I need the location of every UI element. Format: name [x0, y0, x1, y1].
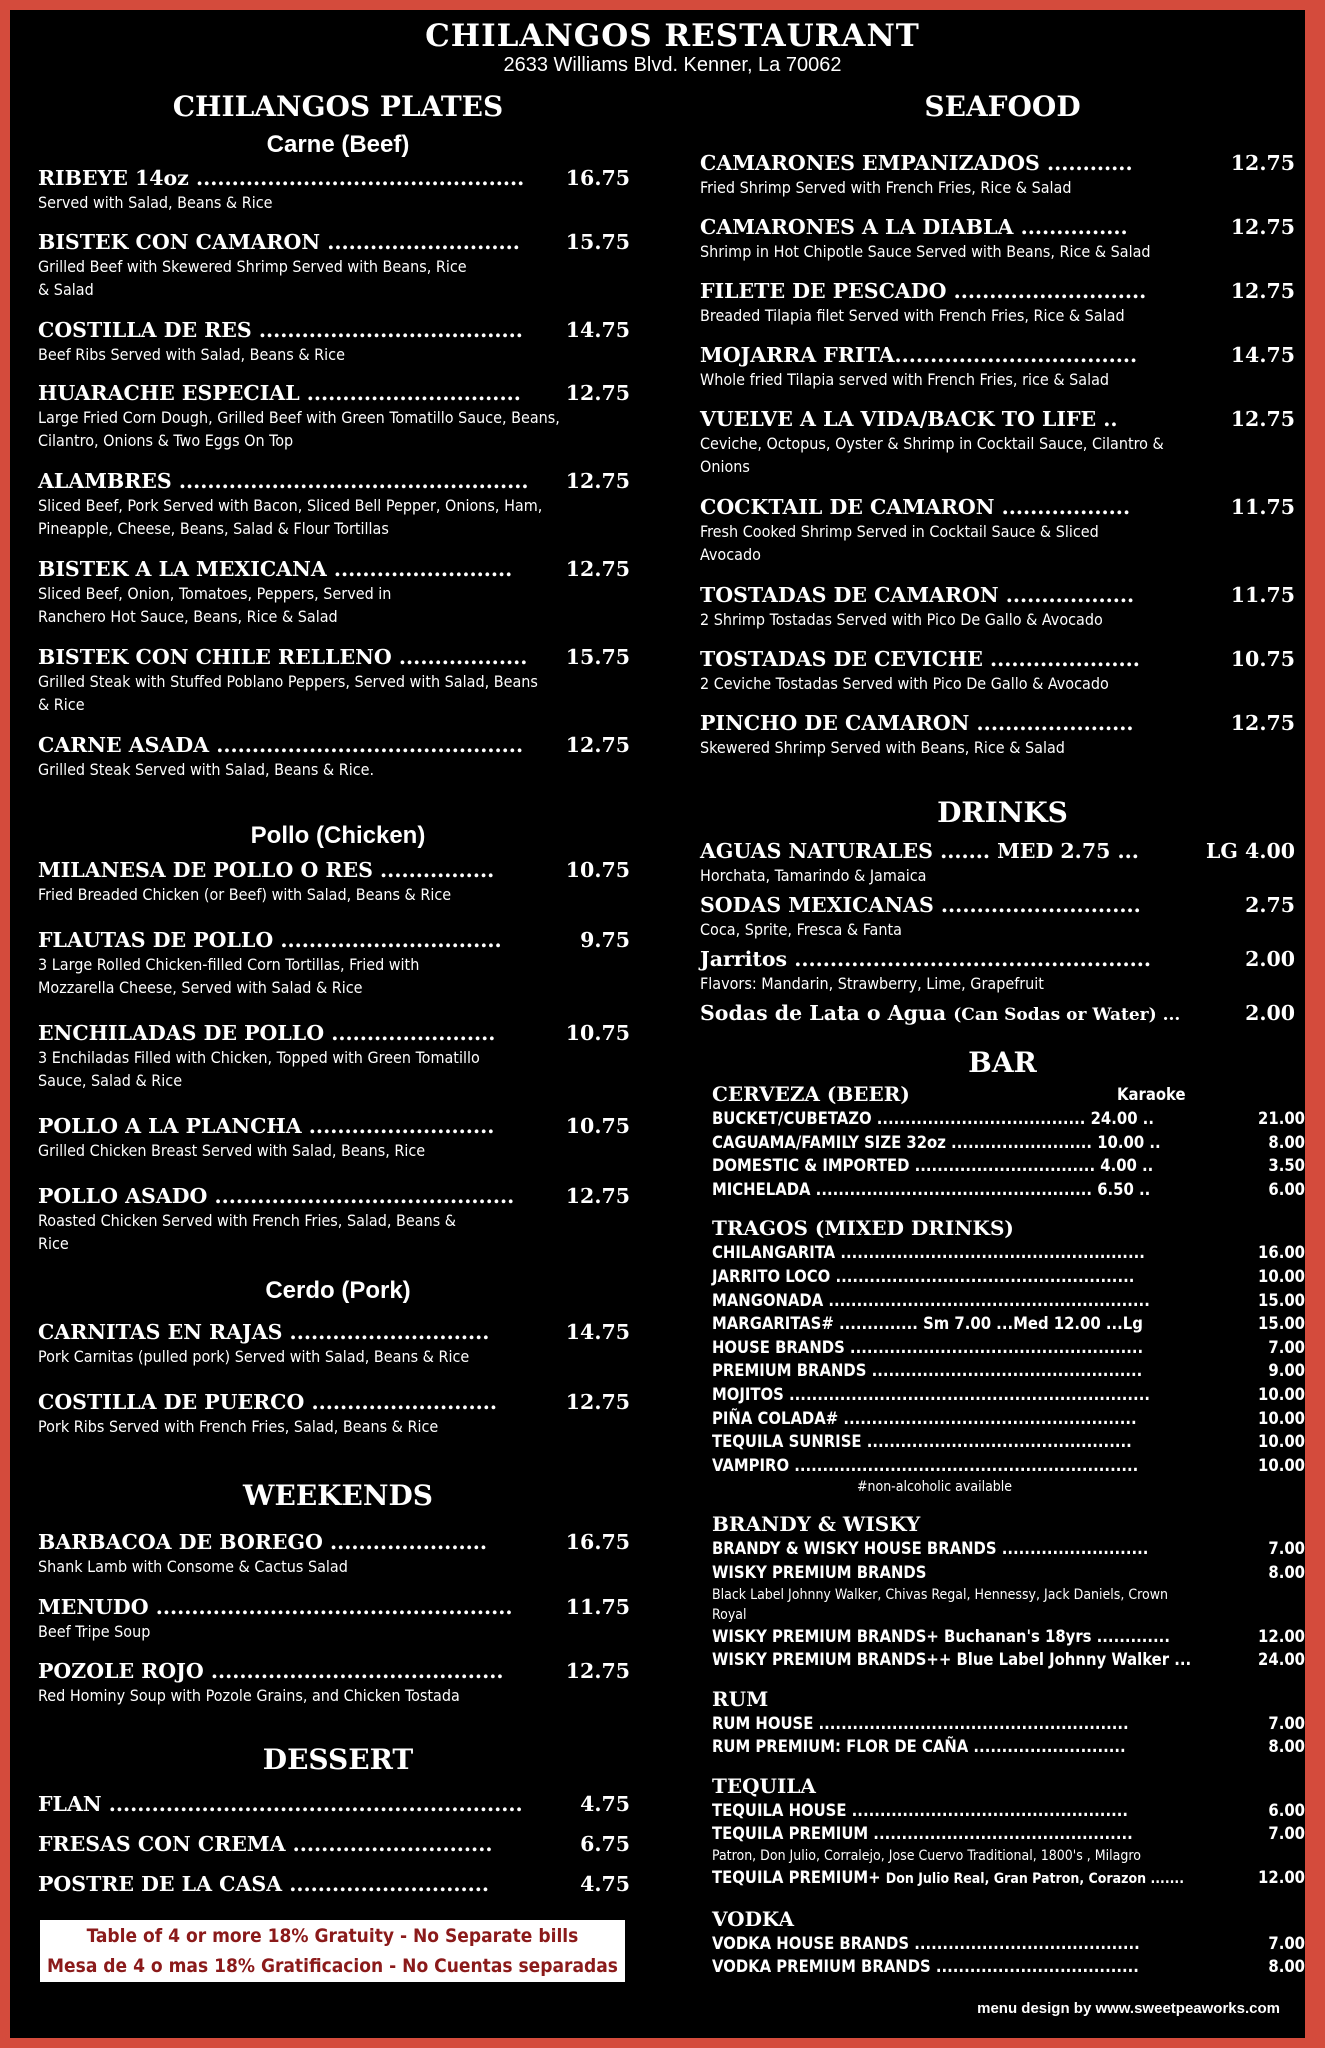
item-price: 24.00: [1258, 1650, 1305, 1670]
item-name: PREMIUM BRANDS ................................................: [712, 1361, 1143, 1381]
item-name: CARNITAS EN RAJAS ............................: [38, 1320, 490, 1344]
karaoke-label: Karaoke: [1117, 1085, 1186, 1104]
item-price: 6.00: [1268, 1179, 1305, 1199]
item-price: 12.75: [1230, 151, 1295, 175]
item-name: CAGUAMA/FAMILY SIZE 32oz ......................... 10.00 ..: [712, 1132, 1161, 1152]
item-price: 9.75: [580, 928, 630, 952]
item-name: RIBEYE 14oz ..............................................: [38, 166, 525, 190]
item-price: 10.00: [1258, 1432, 1305, 1452]
item-name: BISTEK A LA MEXICANA .........................: [38, 557, 513, 581]
item-name: FLAUTAS DE POLLO ...............................: [38, 928, 502, 952]
item-name: [700, 1001, 1295, 1028]
item-price: 8.00: [1268, 1562, 1305, 1582]
item-name: TEQUILA PREMIUM ..............................................: [712, 1824, 1133, 1844]
bar-item: [712, 1407, 1305, 1431]
menu-item: [38, 1832, 630, 1872]
item-name: ENCHILADAS DE POLLO .......................: [38, 1021, 496, 1045]
bar-item: [712, 1178, 1305, 1202]
item-desc: Coca, Sprite, Fresca & Fanta: [700, 920, 902, 939]
item-price: 12.75: [565, 557, 630, 581]
section-title-weekends: WEEKENDS: [243, 1479, 433, 1512]
item-name: PIÑA COLADA# ....................................................: [712, 1408, 1137, 1428]
item-name: [712, 1866, 1305, 1892]
bar-item: [712, 1107, 1305, 1131]
item-name: MOJITOS ................................................................: [712, 1384, 1150, 1404]
item-name: VAMPIRO .............................................................: [712, 1455, 1139, 1475]
gratuity-notice: [40, 1920, 625, 1982]
design-credit: menu design by www.sweetpeaworks.com: [977, 2000, 1280, 2017]
item-name: TOSTADAS DE CEVICHE .....................: [700, 647, 1140, 671]
item-name: BARBACOA DE BOREGO ......................: [38, 1530, 487, 1554]
item-price: 10.00: [1258, 1266, 1305, 1286]
bar-item: [712, 1430, 1305, 1454]
item-price: 12.00: [1258, 1868, 1305, 1888]
item-price: 16.75: [565, 166, 630, 190]
bar-item: [712, 1932, 1305, 1956]
item-name: VODKA HOUSE BRANDS ........................................: [712, 1933, 1140, 1953]
item-desc: 2 Shrimp Tostadas Served with Pico De Gallo & Avocado: [700, 610, 1103, 629]
item-desc: Pork Ribs Served with French Fries, Salad, Beans & Rice: [38, 1417, 439, 1436]
item-name: BISTEK CON CHILE RELLENO ..................: [38, 645, 528, 669]
bar-item: [712, 1866, 1305, 1892]
item-name: MILANESA DE POLLO O RES ................: [38, 858, 495, 882]
menu-item: [38, 557, 630, 645]
item-name: MARGARITAS# .............. Sm 7.00 ...Med 12.00 ...Lg: [712, 1314, 1143, 1334]
item-price: 10.00: [1258, 1455, 1305, 1475]
item-desc: Sliced Beef, Onion, Tomatoes, Peppers, Served in Ranchero Hot Sauce, Beans, Rice & Salad: [38, 584, 392, 626]
weekends-list: [38, 1530, 630, 1719]
item-name: FRESAS CON CREMA ............................: [38, 1832, 493, 1856]
item-price: 12.00: [1258, 1626, 1305, 1646]
bar-item: [712, 1712, 1305, 1736]
item-name: JARRITO LOCO .....................................................: [712, 1266, 1135, 1286]
item-price: 12.75: [565, 1184, 630, 1208]
item-desc: Fried Shrimp Served with French Fries, Rice & Salad: [700, 178, 1072, 197]
item-price: 11.75: [565, 1595, 630, 1619]
item-name-text: TEQUILA PREMIUM+: [712, 1868, 881, 1888]
vodka-title: VODKA: [712, 1906, 795, 1931]
item-desc: Grilled Beef with Skewered Shrimp Served with Beans, Rice & Salad: [38, 257, 467, 299]
item-name: CAMARONES A LA DIABLA ...............: [700, 215, 1128, 239]
bar-item: [712, 1561, 1305, 1625]
item-price: 10.75: [565, 1021, 630, 1045]
subsection-title-chicken: Pollo (Chicken): [250, 822, 426, 849]
item-desc: Whole fried Tilapia served with French Fries, rice & Salad: [700, 370, 1110, 389]
menu-item: [700, 151, 1295, 215]
item-price: 10.00: [1258, 1408, 1305, 1428]
item-name: RUM PREMIUM: FLOR DE CAÑA ...........................: [712, 1737, 1126, 1757]
item-price: 12.75: [1230, 711, 1295, 735]
item-price: 12.75: [565, 1390, 630, 1414]
bar-item: [712, 1131, 1305, 1155]
item-name: ALAMBRES .................................................: [38, 469, 529, 493]
item-desc: Flavors: Mandarin, Strawberry, Lime, Grapefruit: [700, 974, 1044, 993]
item-price: 8.00: [1268, 1132, 1305, 1152]
item-price: 2.00: [1245, 947, 1295, 971]
section-title-dessert: DESSERT: [262, 1743, 414, 1776]
item-price: 10.00: [1258, 1384, 1305, 1404]
item-name: FLAN ..........................................................: [38, 1792, 523, 1816]
item-desc: Large Fried Corn Dough, Grilled Beef with Green Tomatillo Sauce, Beans, Cilantro, Onions & Two Eggs On Top: [38, 408, 560, 450]
item-name: COCKTAIL DE CAMARON ..................: [700, 495, 1131, 519]
bar-subheading: [712, 1081, 1305, 1107]
bar-item: [712, 1735, 1305, 1759]
item-name: AGUAS NATURALES ....... MED 2.75 ...: [700, 839, 1139, 863]
section-title-drinks: DRINKS: [937, 796, 1068, 829]
item-name: VUELVE A LA VIDA/BACK TO LIFE ..: [700, 407, 1118, 431]
item-name: COSTILLA DE RES .....................................: [38, 318, 523, 342]
menu-item: [700, 215, 1295, 279]
bar-item: [712, 1359, 1305, 1383]
menu-item: [700, 495, 1295, 583]
item-desc: 3 Enchiladas Filled with Chicken, Topped with Green Tomatillo Sauce, Salad & Rice: [38, 1048, 480, 1090]
menu-item: [38, 318, 630, 381]
menu-item: [38, 928, 630, 1021]
bar-item: [712, 1799, 1305, 1823]
item-price: 12.75: [1230, 279, 1295, 303]
menu-item: [38, 858, 630, 928]
menu-item: [700, 407, 1295, 495]
bar-item: [712, 1289, 1305, 1313]
item-price: 16.00: [1258, 1243, 1305, 1263]
item-price: 6.00: [1268, 1800, 1305, 1820]
item-name: WISKY PREMIUM BRANDS: [712, 1562, 927, 1582]
item-name: SODAS MEXICANAS ............................: [700, 893, 1141, 917]
item-name: Jarritos ..................................................: [700, 947, 1152, 971]
non-alcoholic-note: #non-alcoholic available: [856, 1479, 1013, 1496]
tequila-title: TEQUILA: [712, 1773, 816, 1798]
item-name: DOMESTIC & IMPORTED ................................ 4.00 ..: [712, 1156, 1154, 1176]
menu-item: [700, 647, 1295, 711]
item-desc: 3 Large Rolled Chicken-filled Corn Tortillas, Fried with Mozzarella Cheese, Served with Salad & Rice: [38, 955, 420, 997]
menu-item: [700, 279, 1295, 343]
gratuity-notice-es: Mesa de 4 o mas 18% Gratificacion - No Cuentas separadas: [47, 1955, 618, 1977]
menu-item: [700, 1001, 1295, 1031]
item-name: TEQUILA HOUSE .................................................: [712, 1800, 1129, 1820]
item-price: 8.00: [1268, 1737, 1305, 1757]
item-name: WISKY PREMIUM BRANDS++ Blue Label Johnny Walker ...: [712, 1650, 1192, 1670]
menu-item: [38, 1595, 630, 1659]
bar-item: [712, 1154, 1305, 1178]
item-price: 6.75: [580, 1832, 630, 1856]
restaurant-address: 2633 Williams Blvd. Kenner, La 70062: [503, 54, 842, 76]
item-name: CAMARONES EMPANIZADOS ............: [700, 151, 1133, 175]
bar-item: [712, 1312, 1305, 1336]
item-price: 12.75: [565, 469, 630, 493]
bar-item: [712, 1537, 1305, 1561]
item-name: FILETE DE PESCADO ...........................: [700, 279, 1147, 303]
item-desc: Sliced Beef, Pork Served with Bacon, Sliced Bell Pepper, Onions, Ham, Pineapple, Cheese, Beans, Salad & Flour Tortillas: [38, 496, 543, 538]
item-price: 3.50: [1268, 1156, 1305, 1176]
item-desc: Beef Tripe Soup: [38, 1622, 151, 1641]
bar-item: [712, 1625, 1305, 1649]
bar-item: [712, 1648, 1305, 1672]
item-desc: Black Label Johnny Walker, Chivas Regal, Hennessy, Jack Daniels, Crown Royal: [712, 1586, 1169, 1623]
beer-title: CERVEZA (BEER): [712, 1082, 910, 1106]
menu-item: [38, 381, 630, 469]
item-name: MOJARRA FRITA..................................: [700, 343, 1138, 367]
item-name: TEQUILA SUNRISE ...............................................: [712, 1432, 1132, 1452]
item-price: 12.75: [565, 1659, 630, 1683]
item-name: WISKY PREMIUM BRANDS+ Buchanan's 18yrs .............: [712, 1626, 1170, 1646]
menu-item: [700, 711, 1295, 771]
item-price: 11.75: [1230, 495, 1295, 519]
menu-item: [38, 645, 630, 733]
item-desc: Served with Salad, Beans & Rice: [38, 193, 273, 212]
item-price: 2.00: [1245, 1001, 1295, 1025]
item-desc: Patron, Don Julio, Corralejo, Jose Cuervo Traditional, 1800's , Milagro: [712, 1848, 1141, 1865]
item-desc: Ceviche, Octopus, Oyster & Shrimp in Cocktail Sauce, Cilantro & Onions: [700, 434, 1164, 476]
item-price: 11.75: [1230, 583, 1295, 607]
section-title-bar: BAR: [968, 1046, 1037, 1079]
item-price: 10.75: [565, 858, 630, 882]
item-desc: Fresh Cooked Shrimp Served in Cocktail Sauce & Sliced Avocado: [700, 522, 1099, 564]
item-price: 15.75: [565, 230, 630, 254]
item-price: 4.75: [580, 1872, 630, 1896]
menu-item: [700, 893, 1295, 947]
subsection-title-beef: Carne (Beef): [266, 131, 410, 158]
bar-item: [712, 1383, 1305, 1407]
menu-item: [38, 469, 630, 557]
bar-item: [712, 1336, 1305, 1360]
item-name: MICHELADA ................................................. 6.50 ..: [712, 1179, 1151, 1199]
item-name-text: Sodas de Lata o Agua: [700, 1001, 947, 1025]
item-price: 9.00: [1268, 1361, 1305, 1381]
menu-item: [38, 733, 630, 793]
menu-item: [38, 1659, 630, 1719]
item-price: 15.75: [565, 645, 630, 669]
seafood-list: [700, 151, 1295, 771]
item-price: 7.00: [1268, 1539, 1305, 1559]
item-name: MENUDO ..................................................: [38, 1595, 513, 1619]
item-name: POLLO ASADO ..........................................: [38, 1184, 515, 1208]
menu-board: [10, 10, 1305, 2038]
menu-item: [38, 166, 630, 230]
menu-item: [38, 1530, 630, 1595]
item-price: 12.75: [1230, 407, 1295, 431]
item-name: MANGONADA .........................................................: [712, 1290, 1150, 1310]
menu-item: [38, 1184, 630, 1264]
item-desc: Breaded Tilapia filet Served with French Fries, Rice & Salad: [700, 306, 1125, 325]
item-desc: Shrimp in Hot Chipotle Sauce Served with Beans, Rice & Salad: [700, 242, 1151, 261]
menu-item: [38, 230, 630, 318]
gratuity-notice-en: Table of 4 or more 18% Gratuity - No Separate bills: [86, 1925, 579, 1947]
bar-list: [712, 1081, 1305, 1979]
item-name-extra: Don Julio Real, Gran Patron, Corazon .......: [885, 1871, 1184, 1888]
item-price: 7.00: [1268, 1713, 1305, 1733]
item-desc: Skewered Shrimp Served with Beans, Rice & Salad: [700, 738, 1065, 757]
item-price: 15.00: [1258, 1290, 1305, 1310]
section-title-plates: CHILANGOS PLATES: [172, 90, 504, 123]
menu-item: [38, 1872, 630, 1912]
bar-item: [712, 1454, 1305, 1478]
menu-item: [38, 1320, 630, 1390]
item-price: 10.75: [1230, 647, 1295, 671]
item-desc: Grilled Steak with Stuffed Poblano Peppers, Served with Salad, Beans & Rice: [38, 672, 538, 714]
menu-item: [700, 583, 1295, 647]
item-desc: Horchata, Tamarindo & Jamaica: [700, 866, 927, 885]
item-name: CHILANGARITA ......................................................: [712, 1243, 1145, 1263]
bar-item: [712, 1265, 1305, 1289]
item-desc: Pork Carnitas (pulled pork) Served with Salad, Beans & Rice: [38, 1347, 470, 1366]
pork-list: [38, 1320, 630, 1450]
beef-list: [38, 166, 630, 793]
item-name: POZOLE ROJO .........................................: [38, 1659, 504, 1683]
item-price: 14.75: [565, 318, 630, 342]
item-name: PINCHO DE CAMARON ......................: [700, 711, 1134, 735]
item-desc: 2 Ceviche Tostadas Served with Pico De Gallo & Avocado: [700, 674, 1109, 693]
dessert-list: [38, 1792, 630, 1912]
item-name: TOSTADAS DE CAMARON ..................: [700, 583, 1135, 607]
item-price: 7.00: [1268, 1337, 1305, 1357]
menu-item: [38, 1021, 630, 1114]
item-desc: Grilled Steak Served with Salad, Beans & Rice.: [38, 760, 375, 779]
item-price: 12.75: [1230, 215, 1295, 239]
item-price: 10.75: [565, 1114, 630, 1138]
item-price: LG 4.00: [1206, 839, 1295, 863]
item-name: BUCKET/CUBETAZO ..................................... 24.00 ..: [712, 1109, 1154, 1128]
item-price: 12.75: [565, 381, 630, 405]
item-price: 8.00: [1268, 1957, 1305, 1977]
item-desc: Beef Ribs Served with Salad, Beans & Rice: [38, 345, 345, 364]
restaurant-title: CHILANGOS RESTAURANT: [425, 18, 920, 54]
brandy-title: BRANDY & WISKY: [712, 1512, 921, 1537]
item-desc: Roasted Chicken Served with French Fries, Salad, Beans & Rice: [38, 1211, 456, 1253]
item-name: VODKA PREMIUM BRANDS ....................................: [712, 1957, 1139, 1977]
subsection-title-pork: Cerdo (Pork): [265, 1277, 411, 1304]
item-name: POLLO A LA PLANCHA ..........................: [38, 1114, 495, 1138]
item-price: 21.00: [1258, 1109, 1305, 1128]
item-price: 14.75: [1230, 343, 1295, 367]
item-name: HUARACHE ESPECIAL ..............................: [38, 381, 521, 405]
menu-item: [700, 343, 1295, 407]
item-name: HOUSE BRANDS ....................................................: [712, 1337, 1144, 1357]
menu-item: [700, 947, 1295, 1001]
bar-item: [712, 1241, 1305, 1265]
item-name: RUM HOUSE .......................................................: [712, 1713, 1129, 1733]
mixed-drinks-title: TRAGOS (MIXED DRINKS): [712, 1216, 1014, 1241]
chicken-list: [38, 858, 630, 1264]
item-price: 14.75: [565, 1320, 630, 1344]
item-name: BISTEK CON CAMARON ...........................: [38, 230, 520, 254]
bar-item: [712, 1822, 1305, 1866]
item-price: 15.00: [1258, 1314, 1305, 1334]
item-price: 7.00: [1268, 1824, 1305, 1844]
item-name: BRANDY & WISKY HOUSE BRANDS ..........................: [712, 1539, 1149, 1559]
item-price: 2.75: [1245, 893, 1295, 917]
item-desc: Fried Breaded Chicken (or Beef) with Salad, Beans & Rice: [38, 885, 452, 904]
item-name-extra: (Can Sodas or Water) ...: [953, 1005, 1181, 1025]
item-name: CARNE ASADA ...........................................: [38, 733, 524, 757]
item-price: 16.75: [565, 1530, 630, 1554]
item-price: 7.00: [1268, 1933, 1305, 1953]
drinks-list: [700, 839, 1295, 1031]
item-desc: Grilled Chicken Breast Served with Salad, Beans, Rice: [38, 1141, 426, 1160]
item-price: 4.75: [580, 1792, 630, 1816]
item-name: COSTILLA DE PUERCO ..........................: [38, 1390, 498, 1414]
item-name: POSTRE DE LA CASA ............................: [38, 1872, 490, 1896]
menu-item: [38, 1792, 630, 1832]
menu-item: [38, 1114, 630, 1184]
section-title-seafood: SEAFOOD: [924, 90, 1081, 123]
bar-item: [712, 1955, 1305, 1979]
menu-item: [38, 1390, 630, 1450]
item-desc: Shank Lamb with Consome & Cactus Salad: [38, 1557, 348, 1576]
rum-title: RUM: [712, 1686, 769, 1711]
menu-item: [700, 839, 1295, 893]
item-price: 12.75: [565, 733, 630, 757]
item-desc: Red Hominy Soup with Pozole Grains, and Chicken Tostada: [38, 1686, 460, 1705]
